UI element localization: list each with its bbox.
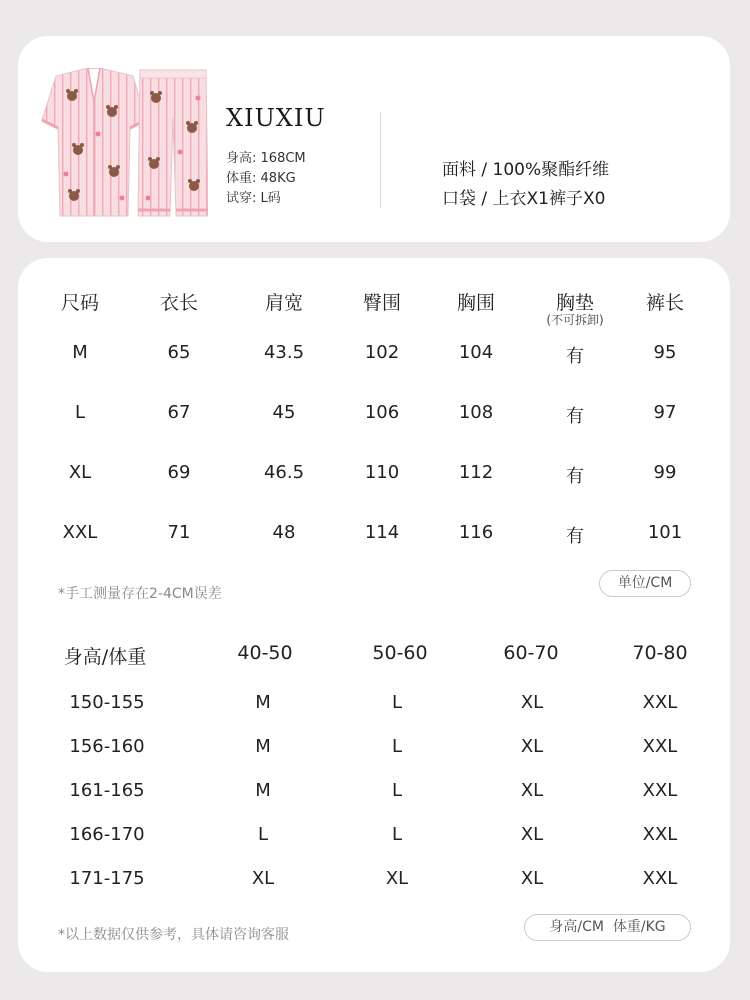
header-shoulder: 肩宽: [264, 292, 304, 314]
unit-badge-fit: 身高/CM 体重/KG: [524, 914, 691, 941]
header-length: 衣长: [159, 292, 199, 314]
product-specs: [442, 156, 609, 214]
header-height-weight: 身高/体重: [63, 646, 147, 668]
header-weight-40-50: 40-50: [237, 642, 293, 664]
model-tried-size: 试穿: L码: [226, 191, 281, 206]
brand-name: XIUXIU: [226, 104, 326, 132]
divider: [380, 112, 381, 208]
reference-note: *以上数据仅供参考，具体请咨询客服: [58, 927, 289, 943]
header-pant-length: 裤长: [645, 292, 685, 314]
fabric-spec: 面料 / 100%聚酯纤维: [442, 160, 610, 180]
header-weight-70-80: 70-80: [632, 642, 688, 664]
pajama-product-image: [38, 68, 208, 220]
header-pad-note: (不可拆卸): [546, 313, 604, 327]
header-pad: 胸垫: [555, 292, 595, 314]
model-weight: 体重: 48KG: [226, 171, 296, 186]
unit-badge: 单位/CM: [599, 570, 691, 597]
measurement-note: *手工测量存在2-4CM误差: [58, 586, 222, 602]
header-chest: 胸围: [456, 292, 496, 314]
model-height: 身高: 168CM: [226, 151, 306, 166]
pocket-spec: 口袋 / 上衣X1裤子X0: [442, 189, 606, 209]
header-weight-50-60: 50-60: [372, 642, 428, 664]
model-info: [226, 149, 306, 209]
header-size: 尺码: [60, 292, 100, 314]
header-weight-60-70: 60-70: [503, 642, 559, 664]
product-card: [18, 36, 730, 242]
header-hip: 臀围: [362, 292, 402, 314]
size-table-card: 尺码 衣长 肩宽 臀围 胸围 胸垫 (不可拆卸) 裤长 M 65 43.5 102 104 有 95 L 67 45 106 108 有 97 XL 69 46.5 110 112 有 99 XXL 71 48 114 116 有 101 *手工测量存在2-4CM误差 单位/CM 身高/体重 40-50 50-60 60-70 70-80 150-155 M L XL XXL 156-160 M L XL XXL 161-165 M L XL XXL 166-170 L L XL XXL 171-175 XL XL XL XXL *以上数据仅供参考，具体请咨询客服 身高/CM 体重/KG: [18, 258, 730, 972]
